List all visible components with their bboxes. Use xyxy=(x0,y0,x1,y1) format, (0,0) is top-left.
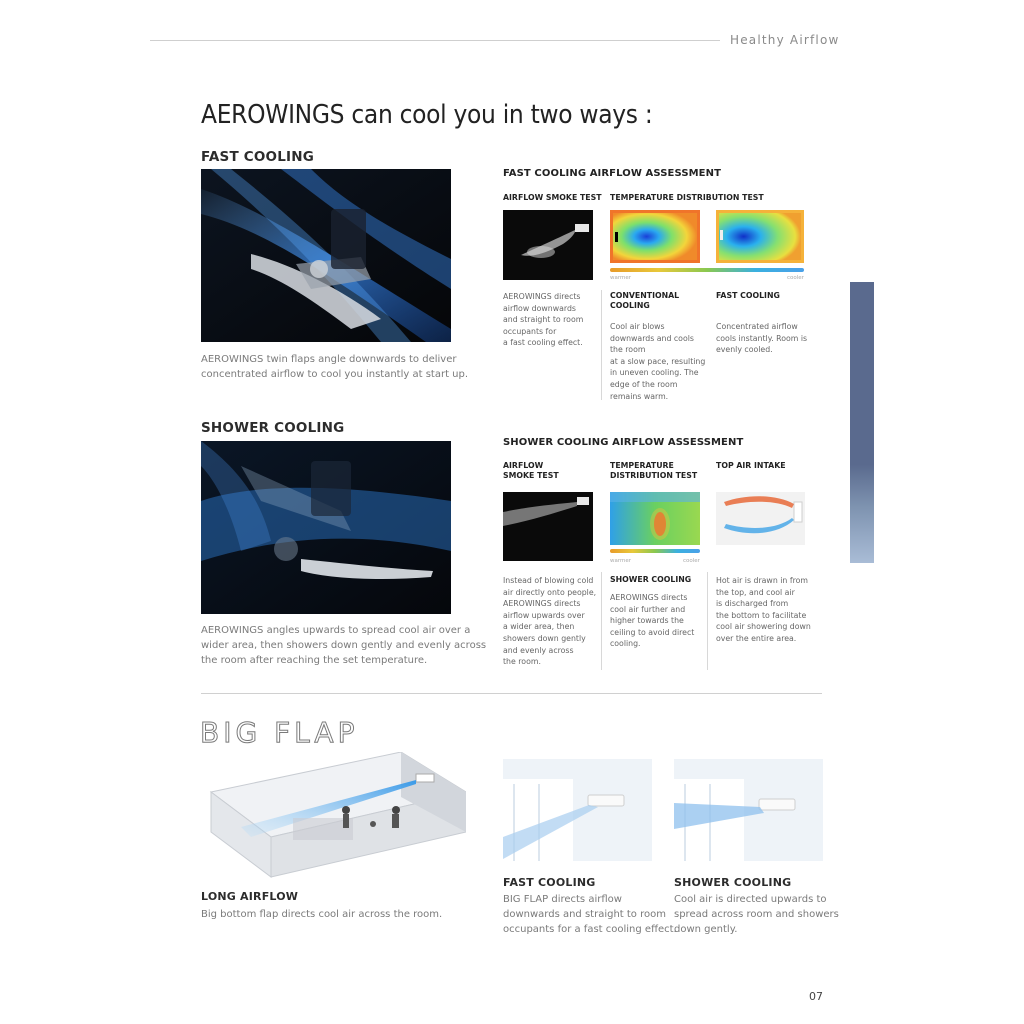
top-air-intake-heading: TOP AIR INTAKE xyxy=(716,461,786,470)
fast-cooling-title: FAST COOLING xyxy=(201,149,315,165)
fast-assessment-title: FAST COOLING AIRFLOW ASSESSMENT xyxy=(503,168,721,179)
page-number: 07 xyxy=(809,990,823,1003)
shower-assessment-title: SHOWER COOLING AIRFLOW ASSESSMENT xyxy=(503,437,744,448)
fast-cooling-result-heading: FAST COOLING xyxy=(716,291,780,300)
fast-temp-test-heading: TEMPERATURE DISTRIBUTION TEST xyxy=(610,193,764,202)
shower-smoke-test-image xyxy=(503,492,593,561)
header-rule xyxy=(150,40,720,41)
shower-column-divider-1 xyxy=(601,572,602,670)
shower-temp-text: AEROWINGS directs cool air further and higher towards the ceiling to avoid direct cooling. xyxy=(610,593,695,649)
shower-column-divider-2 xyxy=(707,572,708,670)
long-airflow-text: Big bottom flap directs cool air across the room. xyxy=(201,909,443,920)
shower-smoke-test-text: Instead of blowing cold air directly onto people, AEROWINGS directs airflow upwards over a wider area, then showers down gently and evenly across the room. xyxy=(503,576,597,667)
shower-temp-test-heading: TEMPERATURE DISTRIBUTION TEST xyxy=(610,461,698,480)
fast-cooling-temp-map xyxy=(716,210,804,263)
section-separator xyxy=(201,693,822,694)
big-flap-title: BIG FLAP xyxy=(200,716,359,749)
page-title: AEROWINGS can cool you in two ways : xyxy=(201,100,653,130)
fast-column-divider xyxy=(601,290,602,400)
fast-cooling-photo xyxy=(201,169,451,342)
fast-temp-scale-bar xyxy=(610,268,804,272)
big-flap-shower-cooling-photo xyxy=(674,759,823,861)
shower-cooling-title: SHOWER COOLING xyxy=(201,420,345,436)
conventional-cooling-heading: CONVENTIONAL COOLING xyxy=(610,291,680,310)
shower-smoke-test-heading: AIRFLOW SMOKE TEST xyxy=(503,461,559,480)
fast-scale-warmer: warmer xyxy=(610,275,632,281)
big-flap-shower-cooling-heading: SHOWER COOLING xyxy=(674,876,792,889)
big-flap-fast-cooling-heading: FAST COOLING xyxy=(503,876,596,889)
big-flap-shower-cooling-text: Cool air is directed upwards to spread across room and showers down gently. xyxy=(674,894,839,935)
section-header: Healthy Airflow xyxy=(730,33,840,47)
shower-scale-warmer: warmer xyxy=(610,558,632,564)
shower-temp-scale-bar xyxy=(610,549,700,553)
fast-cooling-caption: AEROWINGS twin flaps angle downwards to deliver concentrated airflow to cool you instantly at start up. xyxy=(201,354,469,380)
shower-scale-cooler: cooler xyxy=(683,558,700,564)
top-air-intake-text: Hot air is drawn in from the top, and cool air is discharged from the bottom to facilitate cool air showering down over the entire area. xyxy=(716,576,811,643)
fast-smoke-test-text: AEROWINGS directs airflow downwards and straight to room occupants for a fast cooling effect. xyxy=(503,292,584,348)
big-flap-fast-cooling-photo xyxy=(503,759,652,861)
shower-cooling-caption: AEROWINGS angles upwards to spread cool air over a wider area, then showers down gently and evenly across the room after reaching the set temperature. xyxy=(201,625,487,666)
fast-smoke-test-image xyxy=(503,210,593,280)
shower-temp-sub-heading: SHOWER COOLING xyxy=(610,575,692,584)
shower-cooling-photo xyxy=(201,441,451,614)
big-flap-fast-cooling-text: BIG FLAP directs airflow downwards and straight to room occupants for a fast cooling effect. xyxy=(503,894,677,935)
fast-cooling-result-text: Concentrated airflow cools instantly. Room is evenly cooled. xyxy=(716,322,808,355)
fast-scale-cooler: cooler xyxy=(787,275,804,281)
long-airflow-illustration xyxy=(201,752,466,882)
shower-temp-map xyxy=(610,492,700,545)
conventional-cooling-text: Cool air blows downwards and cools the room at a slow pace, resulting in uneven cooling. The edge of the room remains warm. xyxy=(610,322,706,401)
long-airflow-heading: LONG AIRFLOW xyxy=(201,890,299,903)
top-air-intake-image xyxy=(716,492,805,545)
side-accent-bar xyxy=(850,282,874,563)
fast-smoke-test-heading: AIRFLOW SMOKE TEST xyxy=(503,193,602,202)
conventional-temp-map xyxy=(610,210,700,263)
